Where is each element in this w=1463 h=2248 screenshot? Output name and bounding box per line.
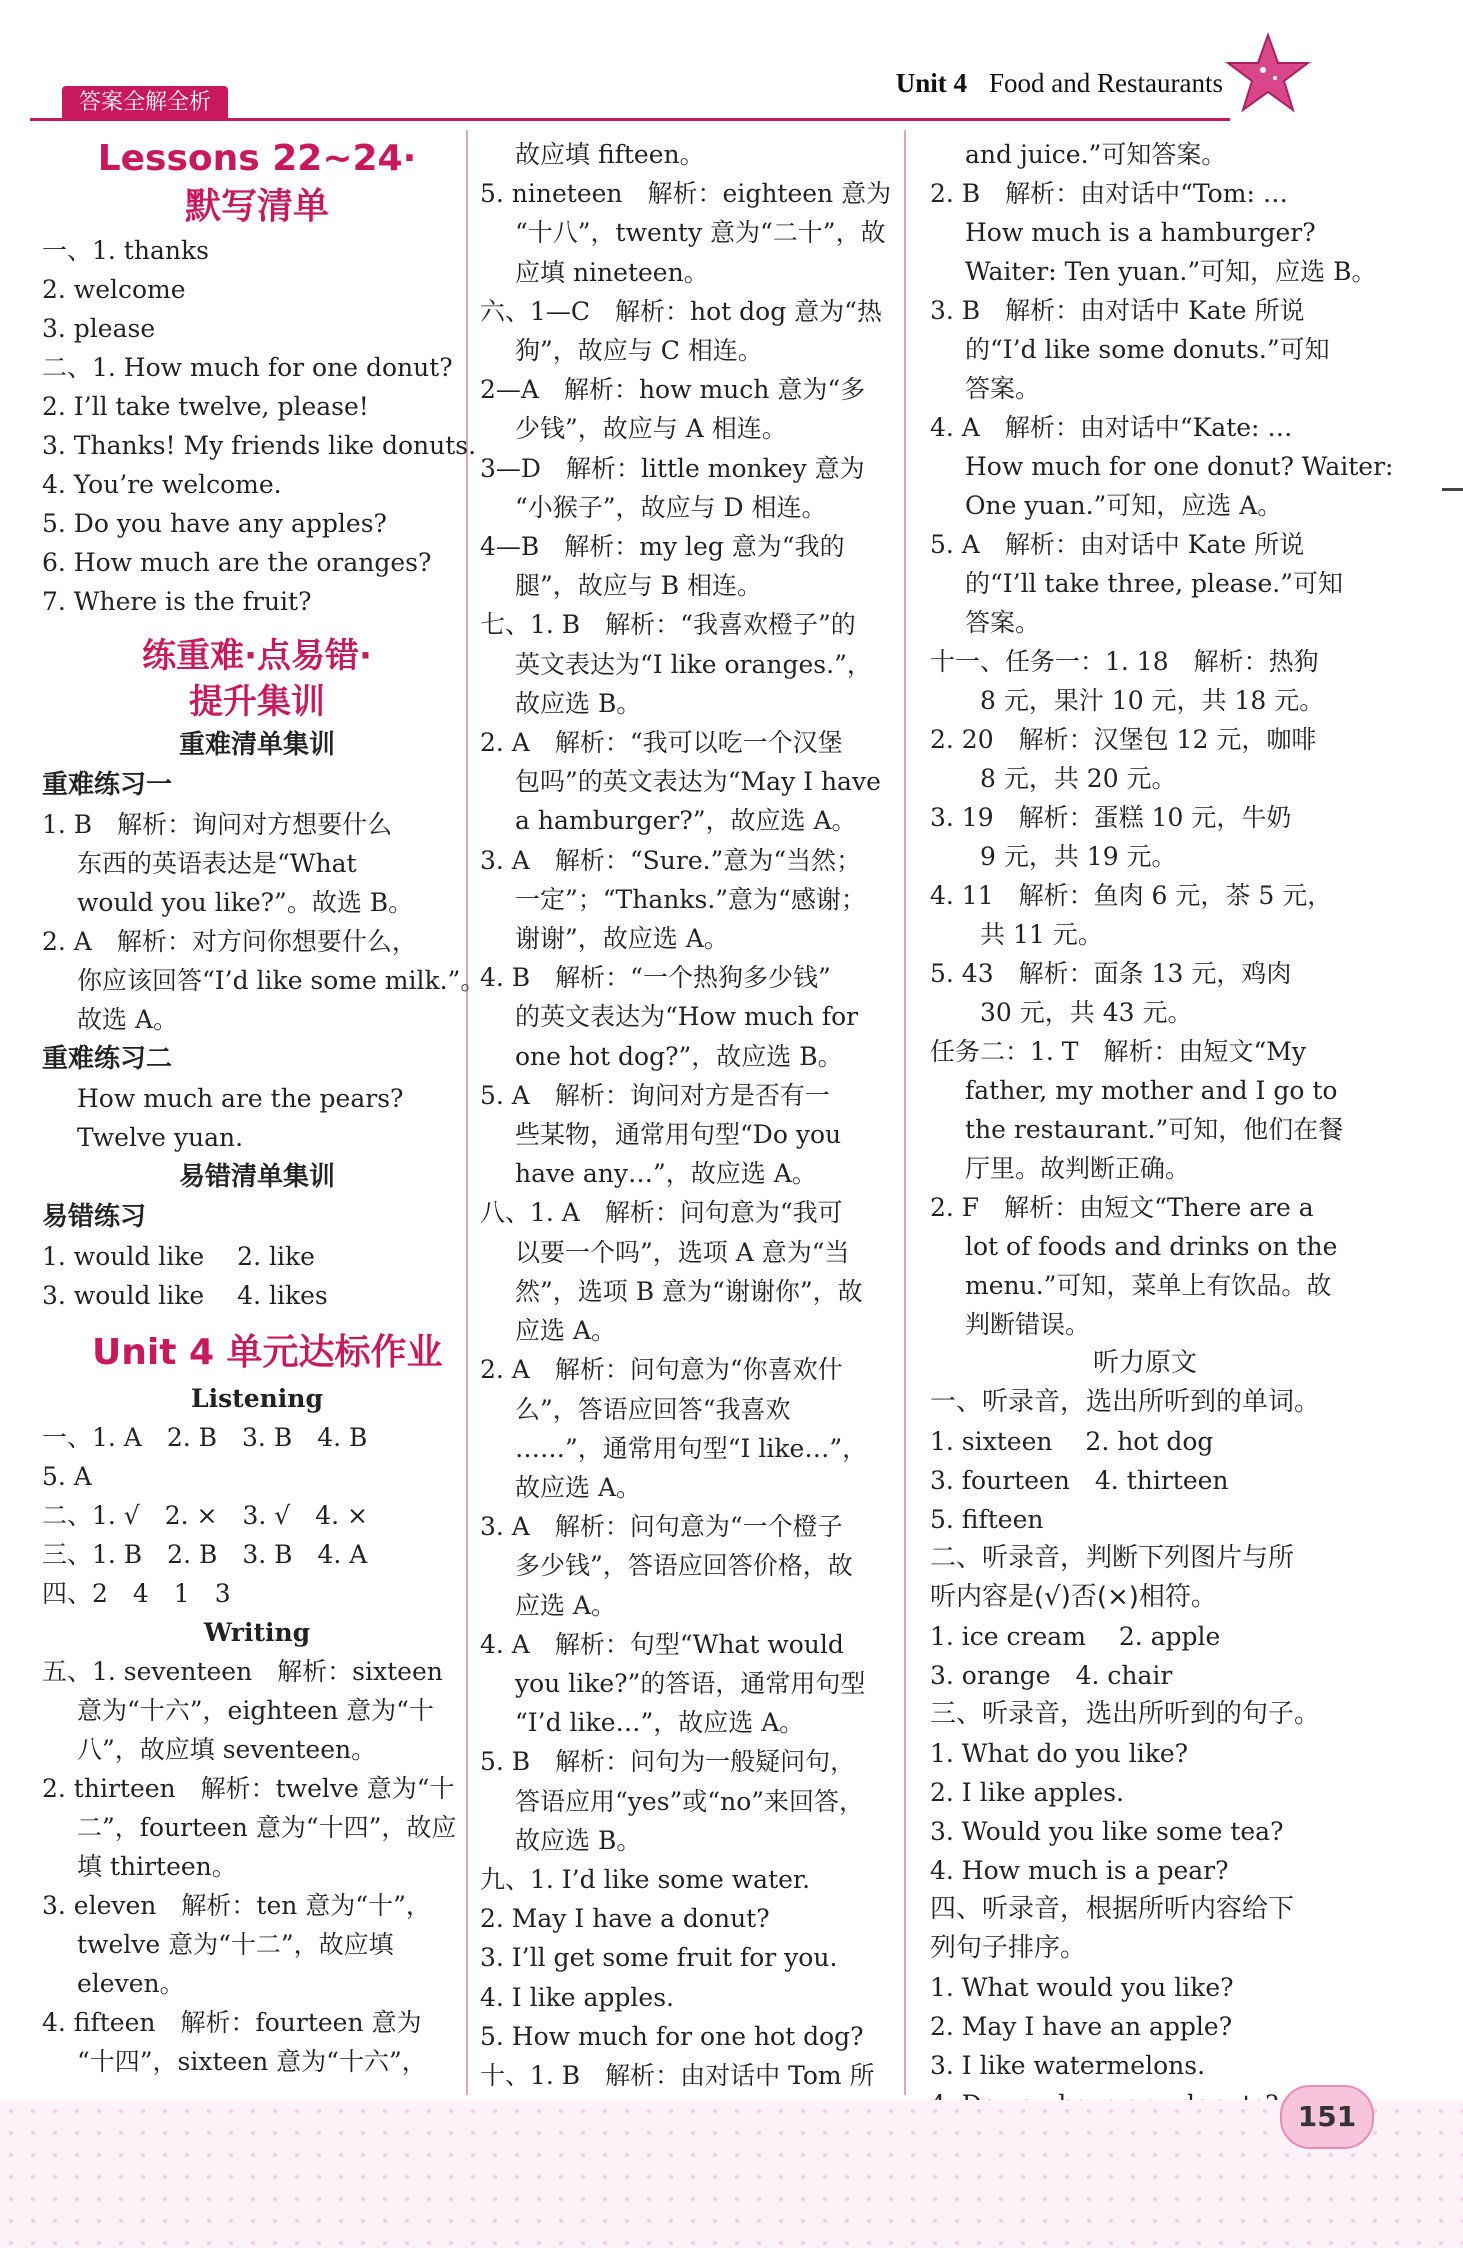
column-middle xyxy=(480,135,900,2134)
answer-line: lot of foods and drinks on the xyxy=(965,1232,1338,1261)
answer-line: 故应选 B。 xyxy=(515,1825,642,1855)
answer-line: 东西的英语表达是“What xyxy=(77,849,357,878)
answer-line: “小猴子”，故应与 D 相连。 xyxy=(515,492,827,522)
section-title: Lessons 22~24· xyxy=(97,138,417,179)
header-rule xyxy=(30,118,1230,121)
column-left xyxy=(42,135,486,2081)
script-line: 5. fifteen xyxy=(930,1505,1044,1534)
answer-line: 么”，答语应回答“我喜欢 xyxy=(515,1394,791,1424)
answer-line: 共 11 元。 xyxy=(980,920,1103,949)
answer-line: 应填 nineteen。 xyxy=(515,257,709,287)
script-line: 二、听录音，判断下列图片与所 xyxy=(930,1543,1295,1573)
script-line: 3. I like watermelons. xyxy=(930,2051,1206,2080)
answer-line: 5. A xyxy=(42,1462,92,1491)
answer-line: 的“I’d like some donuts.”可知 xyxy=(965,335,1330,364)
answer-line: 八、1. A 解析：问句意为“我可 xyxy=(480,1198,843,1228)
answer-line: menu.”可知，菜单上有饮品。故 xyxy=(965,1271,1332,1300)
answer-line: 故应选 B。 xyxy=(515,688,642,718)
script-line: 4. How much is a pear? xyxy=(930,1856,1229,1885)
answer-line: 三、1. B 2. B 3. B 4. A xyxy=(42,1540,368,1569)
answer-line: 腿”，故应与 B 相连。 xyxy=(515,571,763,601)
answer-line: “十四”，sixteen 意为“十六”， xyxy=(77,2047,427,2076)
answer-line: 的“I’ll take three, please.”可知 xyxy=(965,569,1344,598)
answer-line: 8 元，共 20 元。 xyxy=(980,764,1177,793)
script-line: 3. orange 4. chair xyxy=(930,1661,1173,1690)
script-line: 1. sixteen 2. hot dog xyxy=(930,1427,1214,1456)
answer-line: 二、1. √ 2. × 3. √ 4. × xyxy=(42,1501,368,1530)
subsection-title: 重难清单集训 xyxy=(178,730,335,760)
script-line: 四、听录音，根据所听内容给下 xyxy=(930,1894,1295,1924)
script-line: 2. May I have an apple? xyxy=(930,2012,1233,2041)
answer-line: 4. A 解析：由对话中“Kate: … xyxy=(930,413,1293,442)
script-line: 列句子排序。 xyxy=(930,1933,1087,1963)
answer-line: you like?”的答语，通常用句型 xyxy=(515,1668,866,1698)
answer-line: 3. would like 4. likes xyxy=(42,1281,328,1310)
answer-line: One yuan.”可知，应选 A。 xyxy=(965,491,1283,520)
script-line: 听内容是(√)否(×)相符。 xyxy=(930,1582,1217,1612)
answer-line: 4. fifteen 解析：fourteen 意为 xyxy=(42,2008,422,2037)
answer-line: 3. I’ll get some fruit for you. xyxy=(480,1943,838,1973)
answer-line: 4. I like apples. xyxy=(480,1982,674,2012)
answer-line: 4—B 解析：my leg 意为“我的 xyxy=(480,532,845,562)
answer-line: have any…”，故应选 A。 xyxy=(515,1159,817,1189)
script-line: 三、听录音，选出所听到的句子。 xyxy=(930,1699,1321,1729)
answer-line: 5. A 解析：询问对方是否有一 xyxy=(480,1080,830,1110)
answer-line: 2. B 解析：由对话中“Tom: … xyxy=(930,179,1288,208)
answer-line: a hamburger?”，故应选 A。 xyxy=(515,806,857,836)
star-decoration-icon xyxy=(1223,30,1313,120)
answer-line: 4. 11 解析：鱼肉 6 元，茶 5 元， xyxy=(930,881,1333,910)
answer-line: 多少钱”，答语应回答价格，故 xyxy=(515,1551,853,1581)
column-divider xyxy=(904,130,906,2095)
script-line: 2. I like apples. xyxy=(930,1778,1124,1807)
script-line: 1. What would you like? xyxy=(930,1973,1234,2002)
answer-line: 5. 43 解析：面条 13 元，鸡肉 xyxy=(930,959,1292,988)
answer-line: 3. Thanks! My friends like donuts. xyxy=(42,431,477,460)
listening-heading: Listening xyxy=(191,1384,323,1413)
answer-line: 2. I’ll take twelve, please! xyxy=(42,392,369,421)
answer-line: 4. You’re welcome. xyxy=(42,470,282,499)
answer-line: 2. thirteen 解析：twelve 意为“十 xyxy=(42,1774,455,1803)
footer-pattern xyxy=(0,2100,1463,2248)
answer-line: 意为“十六”，eighteen 意为“十 xyxy=(77,1696,434,1725)
answer-line: 答案。 xyxy=(965,608,1041,637)
answer-line: 3. 19 解析：蛋糕 10 元，牛奶 xyxy=(930,803,1292,832)
answer-line: 四、2 4 1 3 xyxy=(42,1579,231,1608)
answer-line: 少钱”，故应与 A 相连。 xyxy=(515,414,787,444)
answer-line: 30 元，共 43 元。 xyxy=(980,998,1193,1027)
section-title: 练重难·点易错· xyxy=(142,636,372,676)
section-title: 默写清单 xyxy=(184,186,329,227)
column-right xyxy=(930,135,1394,2124)
brand-tag: 答案全解全析 xyxy=(62,86,228,120)
answer-line: 一、1. A 2. B 3. B 4. B xyxy=(42,1423,368,1452)
answer-line: and juice.”可知答案。 xyxy=(965,140,1227,169)
answer-line: Waiter: Ten yuan.”可知，应选 B。 xyxy=(965,257,1377,286)
writing-heading: Writing xyxy=(203,1618,311,1647)
answer-line: eleven。 xyxy=(77,1969,185,1998)
answer-line: 应选 A。 xyxy=(515,1590,617,1620)
answer-line: How much is a hamburger? xyxy=(965,218,1316,247)
answer-line: 的英文表达为“How much for xyxy=(515,1002,859,1032)
answer-line: 5. Do you have any apples? xyxy=(42,509,387,538)
answer-line: 以要一个吗”，选项 A 意为“当 xyxy=(515,1237,850,1267)
answer-line: 二”，fourteen 意为“十四”，故应 xyxy=(77,1813,457,1842)
answer-line: 5. A 解析：由对话中 Kate 所说 xyxy=(930,530,1305,559)
dictation-list xyxy=(42,231,477,621)
script-line: 一、听录音，选出所听到的单词。 xyxy=(930,1387,1321,1417)
answer-line: 7. Where is the fruit? xyxy=(42,587,312,616)
answer-line: 五、1. seventeen 解析：sixteen xyxy=(42,1657,443,1686)
section-title: 提升集训 xyxy=(189,682,325,722)
answer-line: 2. welcome xyxy=(42,275,186,304)
exercise-heading: 重难练习二 xyxy=(42,1044,173,1074)
answer-line: 一、1. thanks xyxy=(42,236,209,265)
answer-line: ……”，通常用句型“I like…”， xyxy=(515,1433,868,1463)
exercise-heading: 重难练习一 xyxy=(42,770,173,800)
answer-line: 你应该回答“I’d like some milk.”。 xyxy=(77,966,486,995)
answer-line: 七、1. B 解析：“我喜欢橙子”的 xyxy=(480,610,856,640)
answer-line: 填 thirteen。 xyxy=(77,1852,237,1881)
page-number: 151 xyxy=(1280,2085,1374,2149)
answer-line: 2. A 解析：对方问你想要什么， xyxy=(42,927,417,956)
answer-line: 答案。 xyxy=(965,374,1041,403)
answer-line: 3. A 解析：问句意为“一个橙子 xyxy=(480,1512,843,1542)
answer-line: 然”，选项 B 意为“谢谢你”，故 xyxy=(515,1276,863,1306)
exercise-heading: 易错练习 xyxy=(42,1202,147,1232)
answer-line: 故选 A。 xyxy=(77,1005,179,1034)
answer-line: 2. A 解析：问句意为“你喜欢什 xyxy=(480,1355,843,1385)
answer-line: 2. F 解析：由短文“There are a xyxy=(930,1193,1314,1222)
answer-line: 5. B 解析：问句为一般疑问句， xyxy=(480,1747,856,1777)
answer-line: 六、1—C 解析：hot dog 意为“热 xyxy=(480,296,882,326)
answer-line: 3—D 解析：little monkey 意为 xyxy=(480,453,865,483)
answer-line: 2. A 解析：“我可以吃一个汉堡 xyxy=(480,728,843,758)
answer-line: 任务二：1. T 解析：由短文“My xyxy=(930,1037,1306,1066)
answer-line: 6. How much are the oranges? xyxy=(42,548,432,577)
edge-mark xyxy=(1442,488,1463,491)
answer-line: 4. B 解析：“一个热狗多少钱” xyxy=(480,963,831,993)
page-header xyxy=(0,0,1463,130)
answer-line: 1. would like 2. like xyxy=(42,1242,315,1271)
answer-line: 2—A 解析：how much 意为“多 xyxy=(480,375,866,405)
answer-line: 英文表达为“I like oranges.”， xyxy=(515,649,872,679)
answer-line: 2. May I have a donut? xyxy=(480,1904,770,1934)
script-line: 1. ice cream 2. apple xyxy=(930,1622,1221,1651)
answer-line: How much for one donut? Waiter: xyxy=(965,452,1394,481)
answer-line: 厅里。故判断正确。 xyxy=(965,1154,1191,1183)
unit-label: Unit 4 xyxy=(895,68,968,98)
answer-line: 应选 A。 xyxy=(515,1316,617,1346)
answer-line: would you like?”。故选 B。 xyxy=(77,888,414,917)
answer-line: 狗”，故应与 C 相连。 xyxy=(515,336,763,366)
answer-line: 3. eleven 解析：ten 意为“十”， xyxy=(42,1891,431,1920)
answer-line: 2. 20 解析：汉堡包 12 元，咖啡 xyxy=(930,725,1317,754)
answer-line: 故应选 A。 xyxy=(515,1472,642,1502)
answer-line: 九、1. I’d like some water. xyxy=(480,1864,811,1894)
answer-line: How much are the pears? xyxy=(77,1084,404,1113)
script-line: 3. Would you like some tea? xyxy=(930,1817,1284,1846)
answer-line: 3. please xyxy=(42,314,156,343)
unit-title: Unit 4 单元达标作业 xyxy=(92,1332,443,1373)
answer-line: 包吗”的英文表达为“May I have xyxy=(515,767,881,797)
answer-line: 八”，故应填 seventeen。 xyxy=(77,1735,377,1764)
answer-line: 十、1. B 解析：由对话中 Tom 所 xyxy=(480,2060,875,2090)
answer-line: twelve 意为“十二”，故应填 xyxy=(77,1930,394,1959)
answer-line: 些某物，通常用句型“Do you xyxy=(515,1120,842,1150)
script-line: 1. What do you like? xyxy=(930,1739,1189,1768)
answer-line: 5. nineteen 解析：eighteen 意为 xyxy=(480,179,892,209)
answer-line: 故应填 fifteen。 xyxy=(515,140,705,169)
listening-script-title: 听力原文 xyxy=(1092,1348,1197,1378)
answer-line: 4. A 解析：句型“What would xyxy=(480,1629,844,1659)
answer-line: “十八”，twenty 意为“二十”，故 xyxy=(515,218,886,248)
answer-line: 9 元，共 19 元。 xyxy=(980,842,1177,871)
answer-line: 3. B 解析：由对话中 Kate 所说 xyxy=(930,296,1305,325)
answer-line: 5. How much for one hot dog? xyxy=(480,2021,864,2051)
answer-line: 谢谢”，故应选 A。 xyxy=(515,924,729,954)
answer-line: 答语应用“yes”或“no”来回答， xyxy=(515,1786,865,1816)
script-line: 3. fourteen 4. thirteen xyxy=(930,1466,1229,1495)
subsection-title: 易错清单集训 xyxy=(178,1162,335,1192)
header-title xyxy=(896,68,1223,99)
answer-line: 一定”；“Thanks.”意为“感谢； xyxy=(515,884,866,914)
answer-line: one hot dog?”，故应选 B。 xyxy=(515,1041,843,1071)
answer-line: 8 元，果汁 10 元，共 18 元。 xyxy=(980,686,1325,715)
answer-line: 十一、任务一：1. 18 解析：热狗 xyxy=(930,647,1319,676)
answer-line: Twelve yuan. xyxy=(77,1123,244,1152)
answer-line: “I’d like…”，故应选 A。 xyxy=(515,1708,805,1738)
answer-line: 判断错误。 xyxy=(965,1310,1091,1339)
unit-topic: Food and Restaurants xyxy=(989,68,1223,98)
answer-line: the restaurant.”可知，他们在餐 xyxy=(965,1115,1344,1144)
answer-line: father, my mother and I go to xyxy=(965,1076,1338,1105)
answer-line: 1. B 解析：询问对方想要什么 xyxy=(42,810,393,839)
answer-line: 3. A 解析：“Sure.”意为“当然； xyxy=(480,845,862,875)
answer-line: 二、1. How much for one donut? xyxy=(42,353,453,382)
